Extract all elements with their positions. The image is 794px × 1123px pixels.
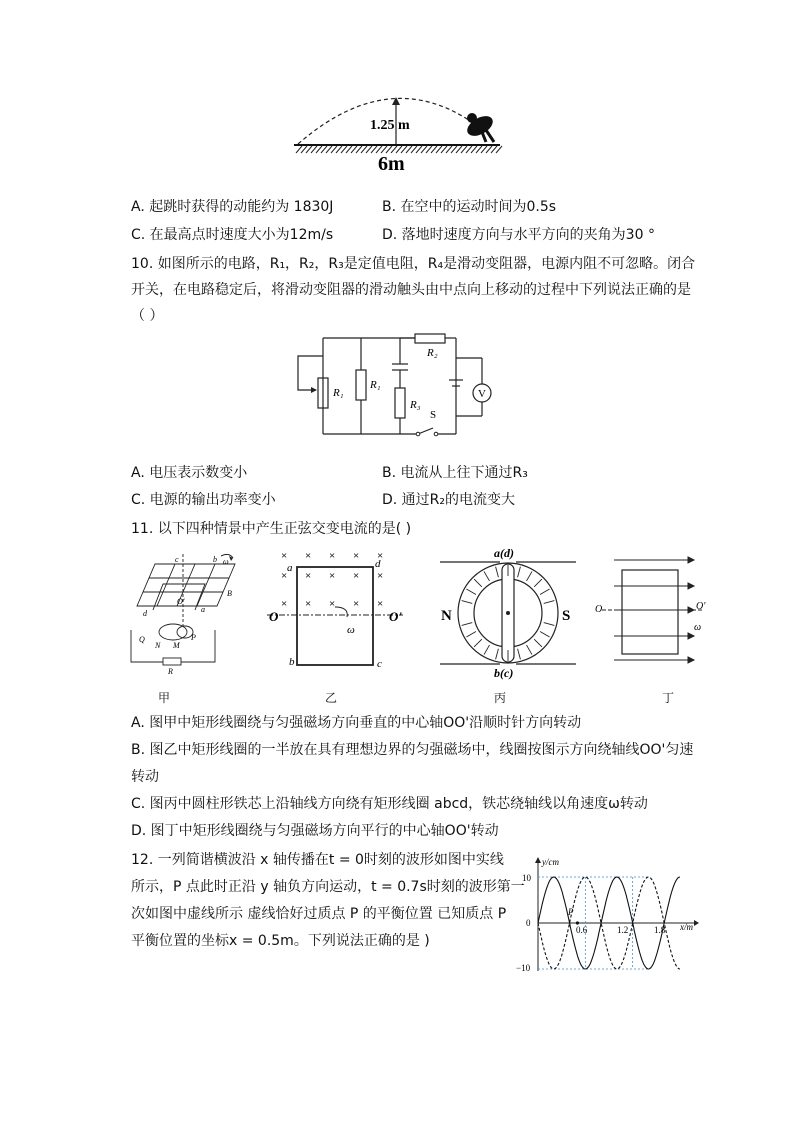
jia-label-oprime: O' <box>177 597 185 606</box>
svg-text:×: × <box>305 598 312 610</box>
bing-label-n: N <box>441 608 452 624</box>
yi-label-c: c <box>377 658 382 670</box>
q11-option-b-cont: 转动 <box>131 769 159 785</box>
svg-text:×: × <box>305 570 312 582</box>
q12-stem-line-1: 12. 一列简谐横波沿 x 轴传播在t = 0时刻的波形如图中实线 <box>131 852 504 868</box>
figure-bing <box>438 540 578 680</box>
q11-option-a: A. 图甲中矩形线圈绕与匀强磁场方向垂直的中心轴OO'沿顺时针方向转动 <box>131 715 582 731</box>
point-p-label: P <box>568 907 574 917</box>
svg-text:×: × <box>329 570 336 582</box>
q11-option-b: B. 图乙中矩形线圈的一半放在具有理想边界的匀强磁场中，线圈按图示方向绕轴线OO'匀速 <box>131 742 694 758</box>
q10-option-a: A. 电压表示数变小 <box>131 465 248 481</box>
jia-label-R: R <box>168 667 173 675</box>
q12-stem-line-4: 平衡位置的坐标x = 0.5m。下列说法正确的是 ) <box>131 933 430 949</box>
q12-stem-line-3: 次如图中虚线所示 虚线恰好过质点 P 的平衡位置 已知质点 P <box>131 906 507 922</box>
yi-label-b: b <box>289 656 295 668</box>
svg-text:×: × <box>329 550 336 562</box>
q9-option-c: C. 在最高点时速度大小为12m/s <box>131 227 334 243</box>
jia-label-a: a <box>201 605 205 614</box>
jia-label-N: N <box>155 641 161 650</box>
yi-label-a: a <box>287 562 293 574</box>
x-tick-1-8: 1.8 <box>654 925 666 935</box>
q10-option-c: C. 电源的输出功率变小 <box>131 492 276 508</box>
label-switch: S <box>430 409 437 421</box>
svg-text:×: × <box>377 570 384 582</box>
caption-ding: 丁 <box>662 691 675 705</box>
jia-label-M: M <box>173 641 180 650</box>
jia-label-P: P <box>191 633 196 642</box>
wave-chart <box>510 855 705 975</box>
q10-option-d: D. 通过R₂的电流变大 <box>382 492 516 508</box>
x-tick-0-6: 0.6 <box>576 925 588 935</box>
label-r1-rheostat: R₁ <box>333 387 344 399</box>
svg-text:×: × <box>329 598 336 610</box>
x-tick-1-2: 1.2 <box>617 925 629 935</box>
jia-label-omega: ω <box>223 557 229 566</box>
voltmeter-label: V <box>478 388 486 400</box>
jump-figure <box>290 92 505 172</box>
q10-stem-line-2: 开关，在电路稳定后，将滑动变阻器的滑动触头由中点向上移动的过程中下列说法正确的是 <box>131 282 691 298</box>
label-r3: R₃ <box>410 399 421 411</box>
label-r2: R₂ <box>427 347 438 359</box>
jumper-icon <box>464 112 496 142</box>
svg-text:×: × <box>353 570 360 582</box>
q9-option-b: B. 在空中的运动时间为0.5s <box>382 199 557 215</box>
figure-ding <box>592 552 712 670</box>
y-tick-0: 0 <box>526 918 531 928</box>
y-tick-10: 10 <box>522 873 531 883</box>
bing-label-bottom: b(c) <box>494 666 514 680</box>
ding-label-o: O <box>595 604 603 615</box>
jia-label-d: d <box>143 609 147 618</box>
jia-label-b: b <box>213 555 217 564</box>
q11-option-d: D. 图丁中矩形线圈绕与匀强磁场方向平行的中心轴OO'转动 <box>131 823 499 839</box>
y-tick-neg10: −10 <box>516 963 531 973</box>
height-label: 1.25 m <box>370 118 410 133</box>
svg-text:×: × <box>281 598 288 610</box>
jia-label-Q: Q <box>139 635 145 644</box>
q10-option-b: B. 电流从上往下通过R₃ <box>382 465 528 481</box>
x-axis-label: x/m <box>680 922 693 932</box>
svg-text:×: × <box>281 550 288 562</box>
caption-bing: 丙 <box>494 691 507 705</box>
yi-label-oprime: O' <box>389 609 402 624</box>
point-p <box>576 921 579 924</box>
circuit-figure <box>290 330 495 440</box>
bing-label-top: a(d) <box>494 546 514 560</box>
caption-yi: 乙 <box>325 691 338 705</box>
ding-label-omega: ω <box>694 622 702 633</box>
yi-label-o: O <box>269 609 279 624</box>
q10-stem-line-1: 10. 如图所示的电路，R₁，R₂，R₃是定值电阻，R₄是滑动变阻器，电源内阻不可忽略。闭合 <box>131 256 696 272</box>
q10-stem-line-3: （ ） <box>131 308 164 324</box>
yi-label-omega: ω <box>347 624 355 636</box>
ding-label-oprime: O' <box>696 601 706 612</box>
q9-option-a: A. 起跳时获得的动能约为 1830J <box>131 199 334 215</box>
figure-yi <box>265 545 410 675</box>
svg-text:×: × <box>353 598 360 610</box>
jia-label-c: c <box>175 555 179 564</box>
figure-jia <box>125 550 245 675</box>
svg-text:×: × <box>377 550 384 562</box>
jia-label-B: B <box>227 589 232 598</box>
svg-text:×: × <box>281 570 288 582</box>
bing-label-s: S <box>562 608 571 624</box>
distance-label: 6m <box>378 153 405 172</box>
svg-text:×: × <box>305 550 312 562</box>
y-axis-label: y/cm <box>542 857 559 867</box>
ground-hatch <box>296 146 502 153</box>
svg-text:×: × <box>377 598 384 610</box>
q12-stem-line-2: 所示，P 点此时正沿 y 轴负方向运动，t = 0.7s时刻的波形第一 <box>131 879 525 895</box>
caption-jia: 甲 <box>158 691 171 705</box>
yi-label-d: d <box>375 558 381 570</box>
label-r1: R₁ <box>370 379 381 391</box>
q11-stem: 11. 以下四种情景中产生正弦交变电流的是( ) <box>131 521 412 537</box>
q11-option-c: C. 图丙中圆柱形铁芯上沿轴线方向绕有矩形线圈 abcd，铁芯绕轴线以角速度ω转动 <box>131 796 648 812</box>
svg-text:×: × <box>353 550 360 562</box>
q9-option-d: D. 落地时速度方向与水平方向的夹角为30 ° <box>382 227 655 243</box>
